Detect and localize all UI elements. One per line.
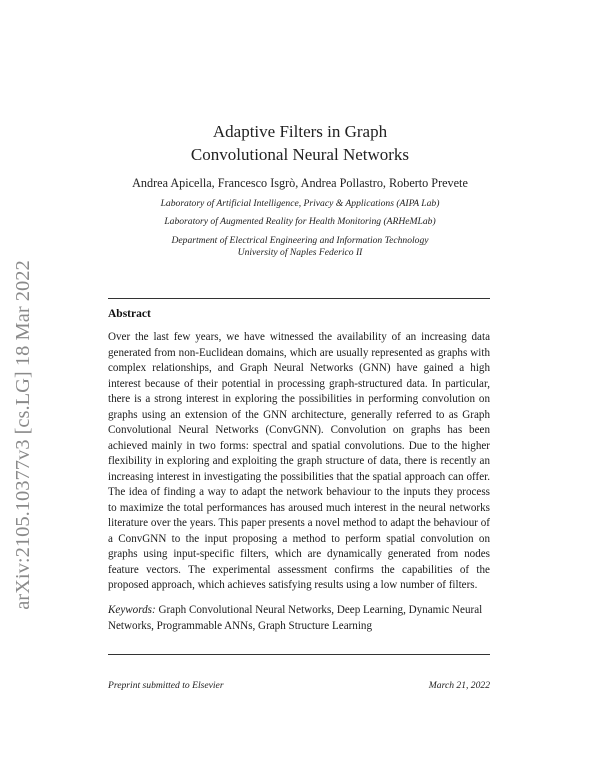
preprint-note: Preprint submitted to Elsevier xyxy=(108,680,224,691)
keywords-block xyxy=(108,603,490,634)
paper-title xyxy=(110,120,490,166)
abstract-heading: Abstract xyxy=(108,308,151,320)
author-list: Andrea Apicella, Francesco Isgrò, Andrea Pollastro, Roberto Prevete xyxy=(132,176,468,190)
title-line-2: Convolutional Neural Networks xyxy=(190,145,410,164)
affiliation-aipa: Laboratory of Artificial Intelligence, Privacy & Applications (AIPA Lab) xyxy=(160,198,440,209)
keywords-text: Graph Convolutional Neural Networks, Deep Learning, Dynamic Neural Networks, Programmable ANNs, Graph Structure Learning xyxy=(108,604,483,632)
affiliation-university: University of Naples Federico II xyxy=(237,247,363,258)
keywords-label: Keywords: xyxy=(108,604,156,616)
abstract-top-rule xyxy=(108,298,490,299)
affiliation-department: Department of Electrical Engineering and Information Technology xyxy=(171,235,429,246)
title-line-1: Adaptive Filters in Graph xyxy=(212,122,388,141)
arxiv-stamp xyxy=(8,205,38,665)
abstract-text: Over the last few years, we have witnessed the availability of an increasing data generated from non-Euclidean domains, which are usually represented as graphs with complex relationships, and Graph Neural Networks (GNN) have gained a high interest because of their potential in processing graph-structured data. In particular, there is a strong interest in exploring the possibilities in performing convolution on graphs using an extension of the GNN architecture, generally referred to as Graph Convolutional Neural Networks (ConvGNN). Convolution on graphs has been achieved mainly in two forms: spectral and spatial convolutions. Due to the higher flexibility in exploring and exploiting the graph structure of data, there is recently an increasing interest in investigating the possibilities that the spatial approach can offer. The idea of finding a way to adapt the network behaviour to the inputs they process to maximize the total performances has aroused much interest in the neural networks literature over the years. This paper presents a novel method to adapt the behaviour of a ConvGNN to the input proposing a method to perform spatial convolution on graphs using input-specific filters, which are dynamically generated from nodes feature vectors. The experimental assessment confirms the capabilities of the proposed approach, which achieves satisfying results using a low number of filters. xyxy=(108,331,490,591)
abstract-bottom-rule xyxy=(108,654,490,655)
arxiv-identifier: arXiv:2105.10377v3 [cs.LG] 18 Mar 2022 xyxy=(12,260,34,610)
affiliation-arhemlab: Laboratory of Augmented Reality for Health Monitoring (ARHeMLab) xyxy=(164,216,436,227)
footer-date: March 21, 2022 xyxy=(428,680,490,691)
